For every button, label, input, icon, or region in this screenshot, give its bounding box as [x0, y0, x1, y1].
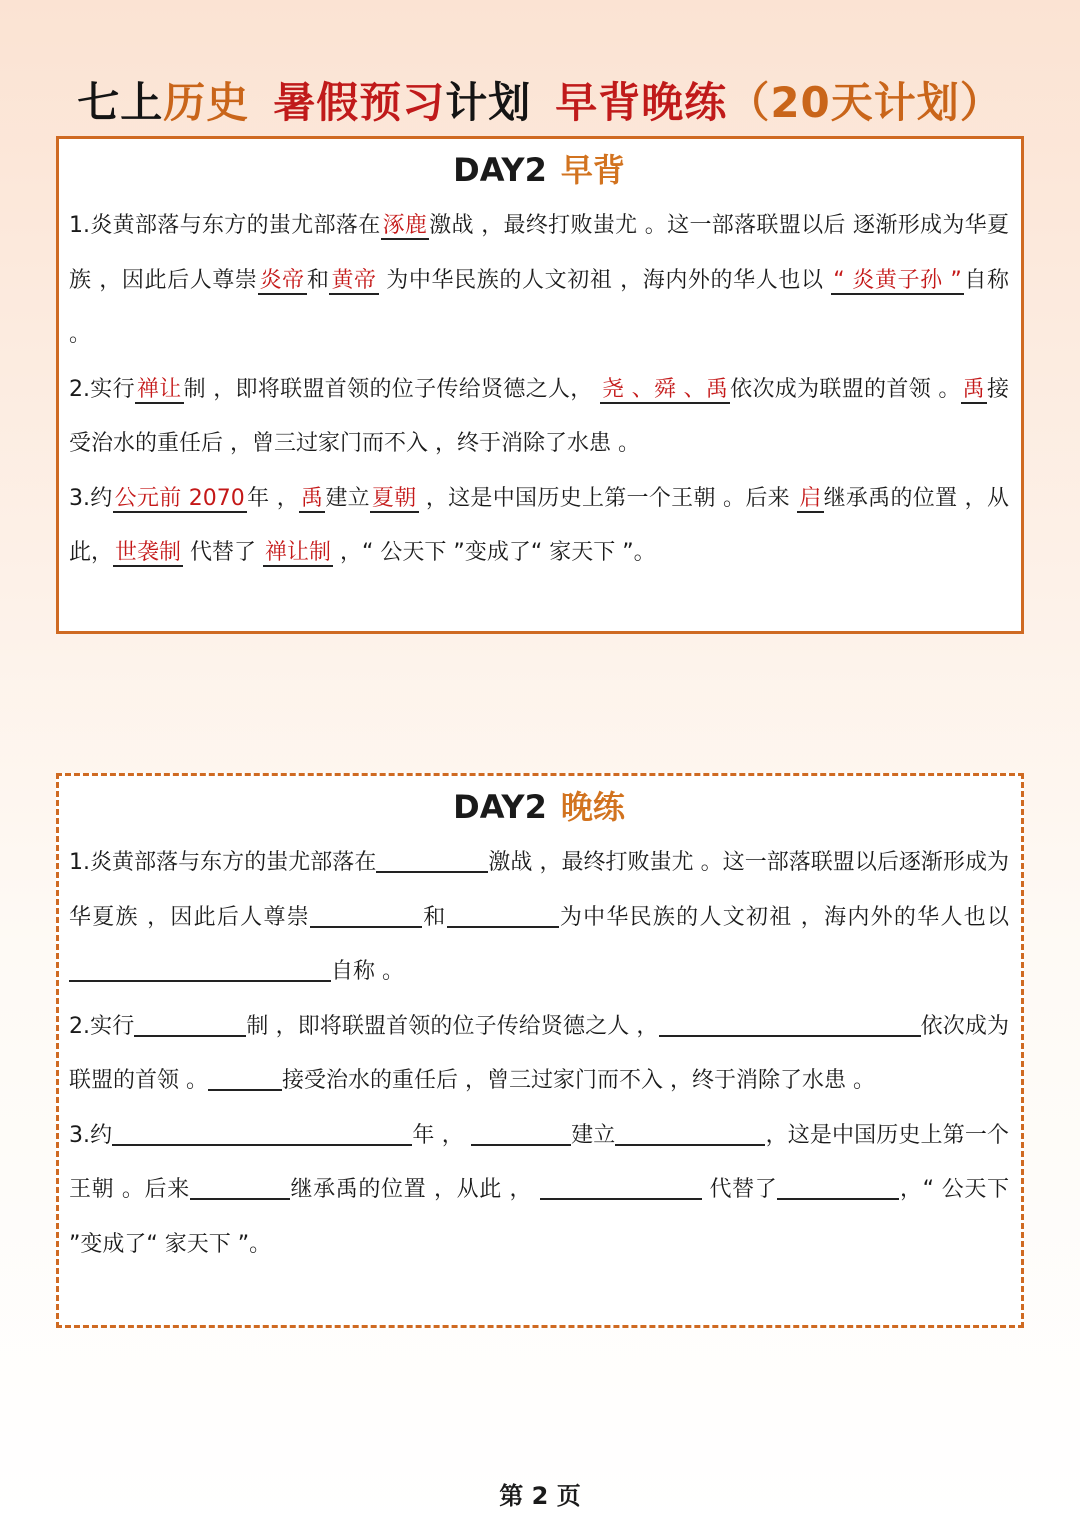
fill-blank[interactable]: [471, 1122, 571, 1146]
fill-blank[interactable]: [447, 904, 559, 928]
answer-year: 公元前 2070: [114, 485, 245, 511]
morning-question-1: 1.炎黄部落与东方的蚩尤部落在涿鹿激战 ，最终打败蚩尤 。这一部落联盟以后 逐渐形成为华夏族 ，因此后人尊崇炎帝和黄帝 为中华民族的人文初祖 ，海内外的华人也以 “ 炎黄子孙 ”自称 。: [69, 213, 1009, 347]
title-grade: 七上: [77, 78, 164, 127]
evening-question-3: 3.约 年 ， 建立 ，这是中国历史上第一个王朝 。后来 继承禹的位置 ，从此 ， 代替了 ，“ 公天下 ”变成了“ 家天下 ”。: [69, 1122, 1009, 1257]
answer-yao-shun-yu: 尧 、舜 、禹: [601, 376, 729, 402]
answer-qi: 启: [799, 485, 822, 511]
answer-huangdi: 黄帝: [331, 267, 377, 293]
evening-type-label: 晚练: [560, 788, 625, 826]
answer-yu: 禹: [962, 376, 985, 402]
fill-blank[interactable]: [112, 1122, 412, 1146]
answer-hereditary: 世袭制: [115, 540, 182, 565]
answer-founder: 禹: [301, 485, 324, 511]
title-plan-b: 计划: [445, 78, 532, 127]
evening-question-1: 1.炎黄部落与东方的蚩尤部落在 激战 ，最终打败蚩尤 。这一部落联盟以后逐渐形成为华夏族 ，因此后人尊崇 和 为中华民族的人文初祖 ，海内外的华人也以自称 。: [69, 850, 1009, 984]
page-number: 第 2 页: [499, 1482, 581, 1510]
title-duration: （20天计划）: [727, 78, 1003, 127]
answer-zhuolu: 涿鹿: [382, 213, 428, 238]
page-title: [0, 70, 1080, 130]
evening-section-title: [69, 784, 1009, 830]
fill-blank[interactable]: [134, 1013, 246, 1037]
answer-xia-dynasty: 夏朝: [371, 485, 417, 511]
morning-question-3: 3.约公元前 2070年 ，禹建立夏朝 ，这是中国历史上第一个王朝 。后来 启继承禹的位置 ，从此，世袭制 代替了 禅让制 ，“ 公天下 ”变成了“ 家天下 ”。: [69, 485, 1009, 565]
fill-blank[interactable]: [659, 1013, 921, 1037]
answer-yanhuang-zisun: “ 炎黄子孙 ”: [833, 267, 962, 293]
title-mode: 早背晚练: [555, 78, 728, 127]
evening-day-label: DAY2: [453, 788, 547, 826]
morning-type-label: 早背: [560, 151, 625, 189]
title-subject: 历史: [163, 78, 250, 127]
fill-blank[interactable]: [540, 1176, 702, 1200]
fill-blank[interactable]: [208, 1067, 282, 1091]
title-plan-a: 暑假预习: [273, 78, 446, 127]
fill-blank[interactable]: [376, 849, 488, 873]
morning-section-title: [69, 147, 1009, 193]
morning-day-label: DAY2: [453, 151, 547, 189]
answer-yandi: 炎帝: [259, 267, 305, 293]
fill-blank[interactable]: [777, 1176, 899, 1200]
fill-blank[interactable]: [310, 904, 422, 928]
answer-shanrang: 禅让: [136, 376, 182, 402]
evening-question-2: 2.实行 制 ，即将联盟首领的位子传给贤德之人 ， 依次成为联盟的首领 。 接受治水的重任后 ，曾三过家门而不入 ，终于消除了水患 。: [69, 1013, 1009, 1093]
fill-blank[interactable]: [615, 1122, 765, 1146]
morning-question-2: 2.实行禅让制 ，即将联盟首领的位子传给贤德之人， 尧 、舜 、禹依次成为联盟的首领 。禹接受治水的重任后 ，曾三过家门而不入 ，终于消除了水患 。: [69, 376, 1009, 456]
fill-blank[interactable]: [190, 1176, 290, 1200]
evening-practice-section: [56, 773, 1024, 1328]
morning-recite-section: [56, 136, 1024, 634]
fill-blank[interactable]: [69, 958, 331, 982]
answer-abdication: 禅让制: [265, 540, 332, 565]
